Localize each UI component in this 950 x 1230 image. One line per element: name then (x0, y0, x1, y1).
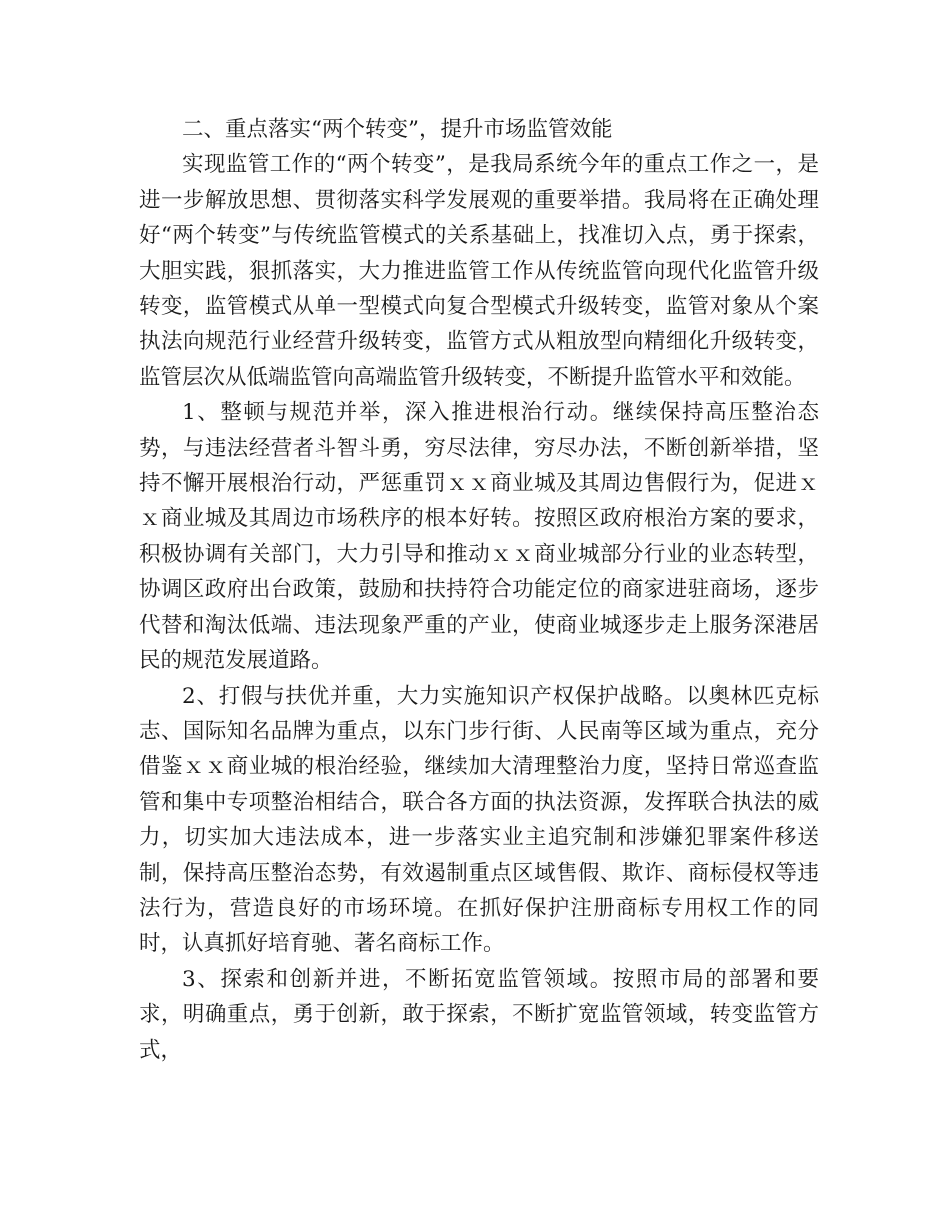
document-body (139, 112, 819, 1068)
paragraph-item-1: 1、整顿与规范并举，深入推进根治行动。继续保持高压整治态势，与违法经营者斗智斗勇，穷尽法律，穷尽办法，不断创新举措，坚持不懈开展根治行动，严惩重罚ｘｘ商业城及其周边售假行为，促进ｘｘ商业城及其周边市场秩序的根本好转。按照区政府根治方案的要求，积极协调有关部门，大力引导和推动ｘｘ商业城部分行业的业态转型，协调区政府出台政策，鼓励和扶持符合功能定位的商家进驻商场，逐步代替和淘汰低端、违法现象严重的产业，使商业城逐步走上服务深港居民的规范发展道路。 (139, 400, 819, 674)
paragraph-intro: 实现监管工作的“两个转变”，是我局系统今年的重点工作之一，是进一步解放思想、贯彻落实科学发展观的重要举措。我局将在正确处理好“两个转变”与传统监管模式的关系基础上，找准切入点，勇于探索，大胆实践，狠抓落实，大力推进监管工作从传统监管向现代化监管升级转变，监管模式从单一型模式向复合型模式升级转变，监管对象从个案执法向规范行业经营升级转变，监管方式从粗放型向精细化升级转变，监管层次从低端监管向高端监管升级转变，不断提升监管水平和效能。 (139, 152, 819, 390)
paragraph-item-3: 3、探索和创新并进，不断拓宽监管领域。按照市局的部署和要求，明确重点，勇于创新，敢于探索，不断扩宽监管领域，转变监管方式， (139, 966, 819, 1063)
section-heading: 二、重点落实“两个转变”，提升市场监管效能 (182, 117, 613, 142)
paragraph-item-2: 2、打假与扶优并重，大力实施知识产权保护战略。以奥林匹克标志、国际知名品牌为重点，以东门步行街、人民南等区域为重点，充分借鉴ｘｘ商业城的根治经验，继续加大清理整治力度，坚持日常巡查监管和集中专项整治相结合，联合各方面的执法资源，发挥联合执法的威力，切实加大违法成本，进一步落实业主追究制和涉嫌犯罪案件移送制，保持高压整治态势，有效遏制重点区域售假、欺诈、商标侵权等违法行为，营造良好的市场环境。在抓好保护注册商标专用权工作的同时，认真抓好培育驰、著名商标工作。 (139, 683, 819, 957)
